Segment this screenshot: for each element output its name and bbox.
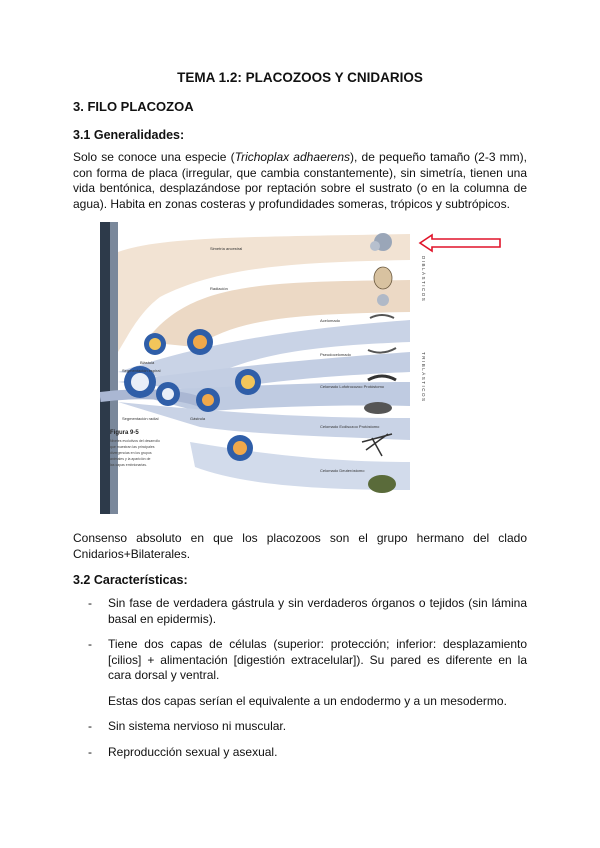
list-item-text: Sin sistema nervioso ni muscular. bbox=[108, 719, 287, 733]
figure-organism-pseudocelomado: Pseudocelomado bbox=[320, 352, 351, 357]
svg-text:que muestran las principales: que muestran las principales bbox=[110, 445, 155, 449]
page-title: TEMA 1.2: PLACOZOOS Y CNIDARIOS bbox=[177, 70, 423, 85]
consensus-paragraph: Consenso absoluto en que los placozoos son el grupo hermano del clado Cnidarios+Bilaterales. bbox=[73, 531, 527, 561]
list-item-note: Estas dos capas serían el equivalente a un endodermo y a un mesodermo. bbox=[108, 693, 507, 708]
characteristics-list bbox=[73, 596, 527, 770]
list-item bbox=[73, 745, 527, 761]
list-item-text: Reproducción sexual y asexual. bbox=[108, 744, 278, 759]
figure-organism-ecdisozoo: Celomado Ecdisozoo Protóstomo bbox=[320, 424, 380, 429]
intro-paragraph bbox=[73, 150, 527, 212]
svg-text:Radiación: Radiación bbox=[210, 286, 228, 291]
svg-text:las capas embrionarias.: las capas embrionarias. bbox=[110, 463, 147, 467]
list-item-text: Sin fase de verdadera gástrula y sin verdaderos órganos o tejidos (sin lámina basal en epidermis). bbox=[108, 596, 527, 626]
intro-text-pre: Solo se conoce una especie ( bbox=[73, 150, 235, 164]
figure-organism-lofotrocozoo: Celomado Lofotrocozoo Protóstomo bbox=[320, 384, 385, 389]
list-item bbox=[73, 596, 527, 627]
species-name: Trichoplax adhaerens bbox=[234, 150, 351, 164]
section-heading: 3. FILO PLACOZOA bbox=[73, 99, 194, 114]
subsection-heading-caracteristicas: 3.2 Características: bbox=[73, 573, 188, 587]
svg-text:Simetría ancestral: Simetría ancestral bbox=[210, 246, 243, 251]
highlight-arrow-icon bbox=[418, 233, 504, 253]
figure-side-triblasticos: TRIBLÁSTICOS bbox=[421, 352, 426, 403]
phylogeny-figure bbox=[100, 222, 430, 514]
bullet-dash: - bbox=[88, 719, 92, 733]
figure-organism-deuterostomo: Celomado Deuteróstomo bbox=[320, 468, 365, 473]
bullet-dash: - bbox=[88, 637, 92, 651]
svg-text:divergencias en los grupos: divergencias en los grupos bbox=[110, 451, 152, 455]
svg-text:Niveles evolutivos del desarro: Niveles evolutivos del desarrollo bbox=[110, 439, 160, 443]
figure-stage-gastrula: Gástrula bbox=[190, 416, 206, 421]
figure-stage-radial: Segmentación radial bbox=[122, 416, 159, 421]
svg-text:animales y la aparición de: animales y la aparición de bbox=[110, 457, 151, 461]
bullet-dash: - bbox=[88, 596, 92, 610]
figure-organism-acelomado: Acelomado bbox=[320, 318, 341, 323]
bullet-dash: - bbox=[88, 744, 92, 759]
figure-label: Figura 9-5 bbox=[110, 430, 139, 436]
list-item bbox=[73, 719, 527, 735]
subsection-heading-generalidades: 3.1 Generalidades: bbox=[73, 128, 185, 142]
figure-side-diblasticos: DIBLÁSTICOS bbox=[421, 256, 426, 303]
figure-stage-blastula: Blástula bbox=[140, 360, 155, 365]
list-item-text: Tiene dos capas de células (superior: protección; inferior: desplazamiento [cilios] + alimentación [digestión extracelular]). Su pared es diferente en la cara dorsal y ventral. bbox=[108, 637, 527, 682]
list-item bbox=[73, 637, 527, 684]
intro-text-post: ), de pequeño tamaño (2-3 mm), con forma de placa (irregular, que cambia constantemente), sin simetría, tienen una vida bentónica, desplazándose por reptación sobre el sustrato (o en la columna de agua). Habita en zonas costeras y profundidades someras, trópicos y subtrópicos. bbox=[73, 150, 527, 211]
figure-stage-spiral: Segmentación espiral bbox=[122, 368, 161, 373]
